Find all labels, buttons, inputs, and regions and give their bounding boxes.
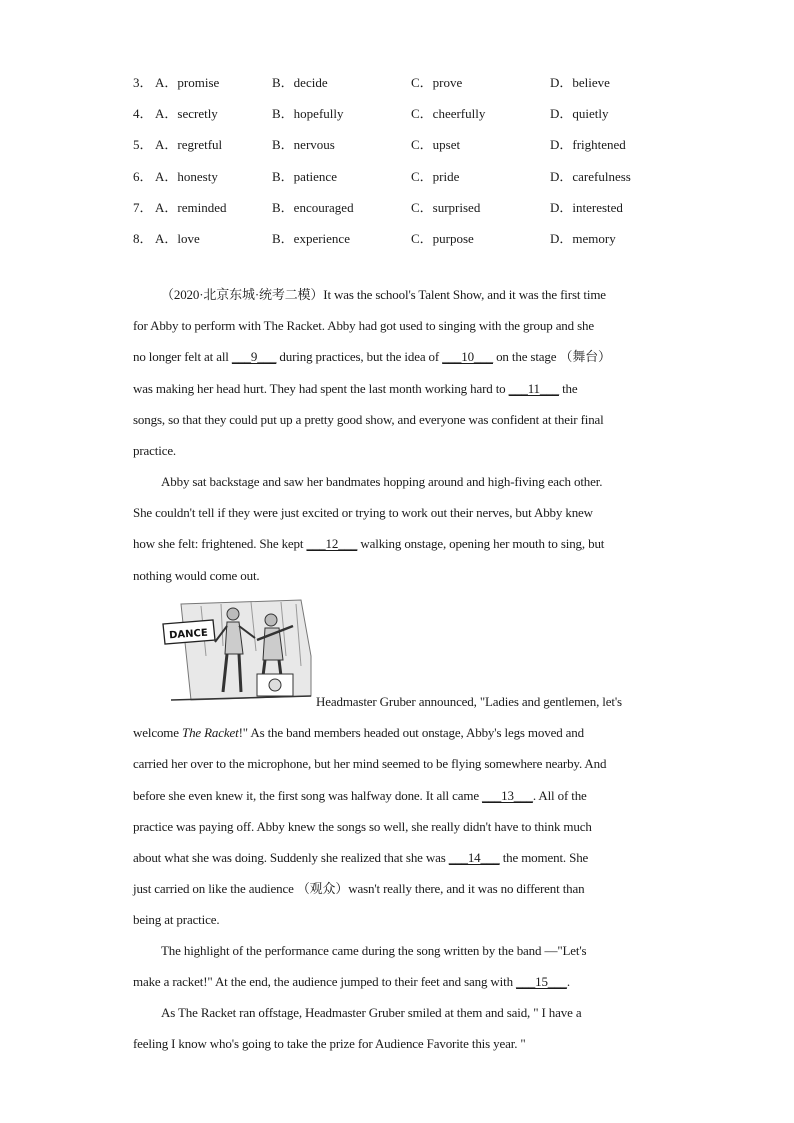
text-line: just carried on like the audience （观众）wasn't really there, and it was no different than [133,881,585,897]
option-a[interactable]: A．secretly [155,106,218,122]
options-list [133,66,693,253]
blank-15[interactable]: ___15___ [516,974,567,990]
text-line: practice was paying off. Abby knew the songs so well, she really didn't have to think much [133,818,592,834]
option-b[interactable]: B．patience [272,168,337,184]
option-d[interactable]: D．interested [550,199,623,215]
blank-11[interactable]: ___11___ [508,380,559,396]
option-d[interactable]: D．carefulness [550,168,631,184]
question-number: 6． [133,168,153,184]
option-c[interactable]: C．pride [411,168,460,184]
option-a[interactable]: A．reminded [155,199,227,215]
option-d[interactable]: D．believe [550,75,610,91]
text-line: being at practice. [133,912,220,928]
option-d[interactable]: D．memory [550,231,616,247]
text-line: no longer felt at all ___9___ during practices, but the idea of ___10___ on the stage （舞台） [133,349,611,365]
option-a[interactable]: A．promise [155,75,220,91]
blank-14[interactable]: ___14___ [448,849,500,865]
text-line: before she even knew it, the first song was halfway done. It all came ___13___. All of the [133,787,587,803]
option-c[interactable]: C．surprised [411,199,481,215]
text-line: songs, so that they could put up a pretty good show, and everyone was confident at their final [133,411,604,427]
text-line: （2020·北京东城·统考二模）It was the school's Talent Show, and it was the first time [161,287,606,302]
sign-text: DANCE [168,627,209,642]
text-line: for Abby to perform with The Racket. Abby had got used to singing with the group and she [133,318,594,334]
paragraph-5 [133,997,673,1059]
paragraph-4 [133,935,673,997]
text-line: how she felt: frightened. She kept ___12___ walking onstage, opening her mouth to sing, but [133,536,605,552]
question-row [133,160,693,191]
text-line: nothing would come out. [133,567,260,583]
blank-12[interactable]: ___12___ [306,536,358,552]
question-row [133,222,693,253]
option-c[interactable]: C．cheerfully [411,106,486,122]
paragraph-1 [133,279,673,466]
text-line: about what she was doing. Suddenly she realized that she was ___14___ the moment. She [133,849,589,865]
question-row [133,128,693,159]
question-number: 8． [133,231,153,247]
question-number: 3． [133,75,153,91]
option-d[interactable]: D．frightened [550,137,626,153]
text-line: The highlight of the performance came during the song written by the band —"Let's [161,943,587,958]
text-line: make a racket!" At the end, the audience jumped to their feet and sang with ___15___. [133,974,570,990]
question-number: 4． [133,106,153,122]
question-row [133,191,693,222]
blank-9[interactable]: ___9___ [231,349,277,365]
option-c[interactable]: C．upset [411,137,461,153]
text-line: was making her head hurt. They had spent the last month working hard to ___11___ the [133,380,578,396]
text-line: carried her over to the microphone, but her mind seemed to be flying somewhere nearby. And [133,756,607,772]
text-line: welcome The Racket!" As the band members headed out onstage, Abby's legs moved and [133,725,584,741]
text-line: Abby sat backstage and saw her bandmates hopping around and high-fiving each other. [161,474,603,489]
option-a[interactable]: A．regretful [155,137,223,153]
option-b[interactable]: B．nervous [272,137,335,153]
question-number: 5． [133,137,153,153]
question-number: 7． [133,199,153,215]
question-row [133,97,693,128]
option-a[interactable]: A．honesty [155,168,218,184]
text-line: feeling I know who's going to take the prize for Audience Favorite this year. " [133,1036,526,1052]
text-line: Headmaster Gruber announced, "Ladies and gentlemen, let's [316,694,622,709]
option-d[interactable]: D．quietly [550,106,609,122]
option-b[interactable]: B．hopefully [272,106,344,122]
paragraph-3 [133,686,673,936]
option-b[interactable]: B．experience [272,231,350,247]
blank-10[interactable]: ___10___ [442,349,493,365]
option-b[interactable]: B．decide [272,75,328,91]
text-line: As The Racket ran offstage, Headmaster Gruber smiled at them and said, " I have a [161,1005,582,1020]
text-line: practice. [133,442,177,458]
question-row [133,66,693,97]
text-line: She couldn't tell if they were just excited or trying to work out their nerves, but Abby knew [133,505,593,521]
option-c[interactable]: C．prove [411,75,463,91]
blank-13[interactable]: ___13___ [482,787,533,803]
option-c[interactable]: C．purpose [411,231,474,247]
option-b[interactable]: B．encouraged [272,199,354,215]
option-a[interactable]: A．love [155,231,200,247]
paragraph-2 [133,466,673,591]
